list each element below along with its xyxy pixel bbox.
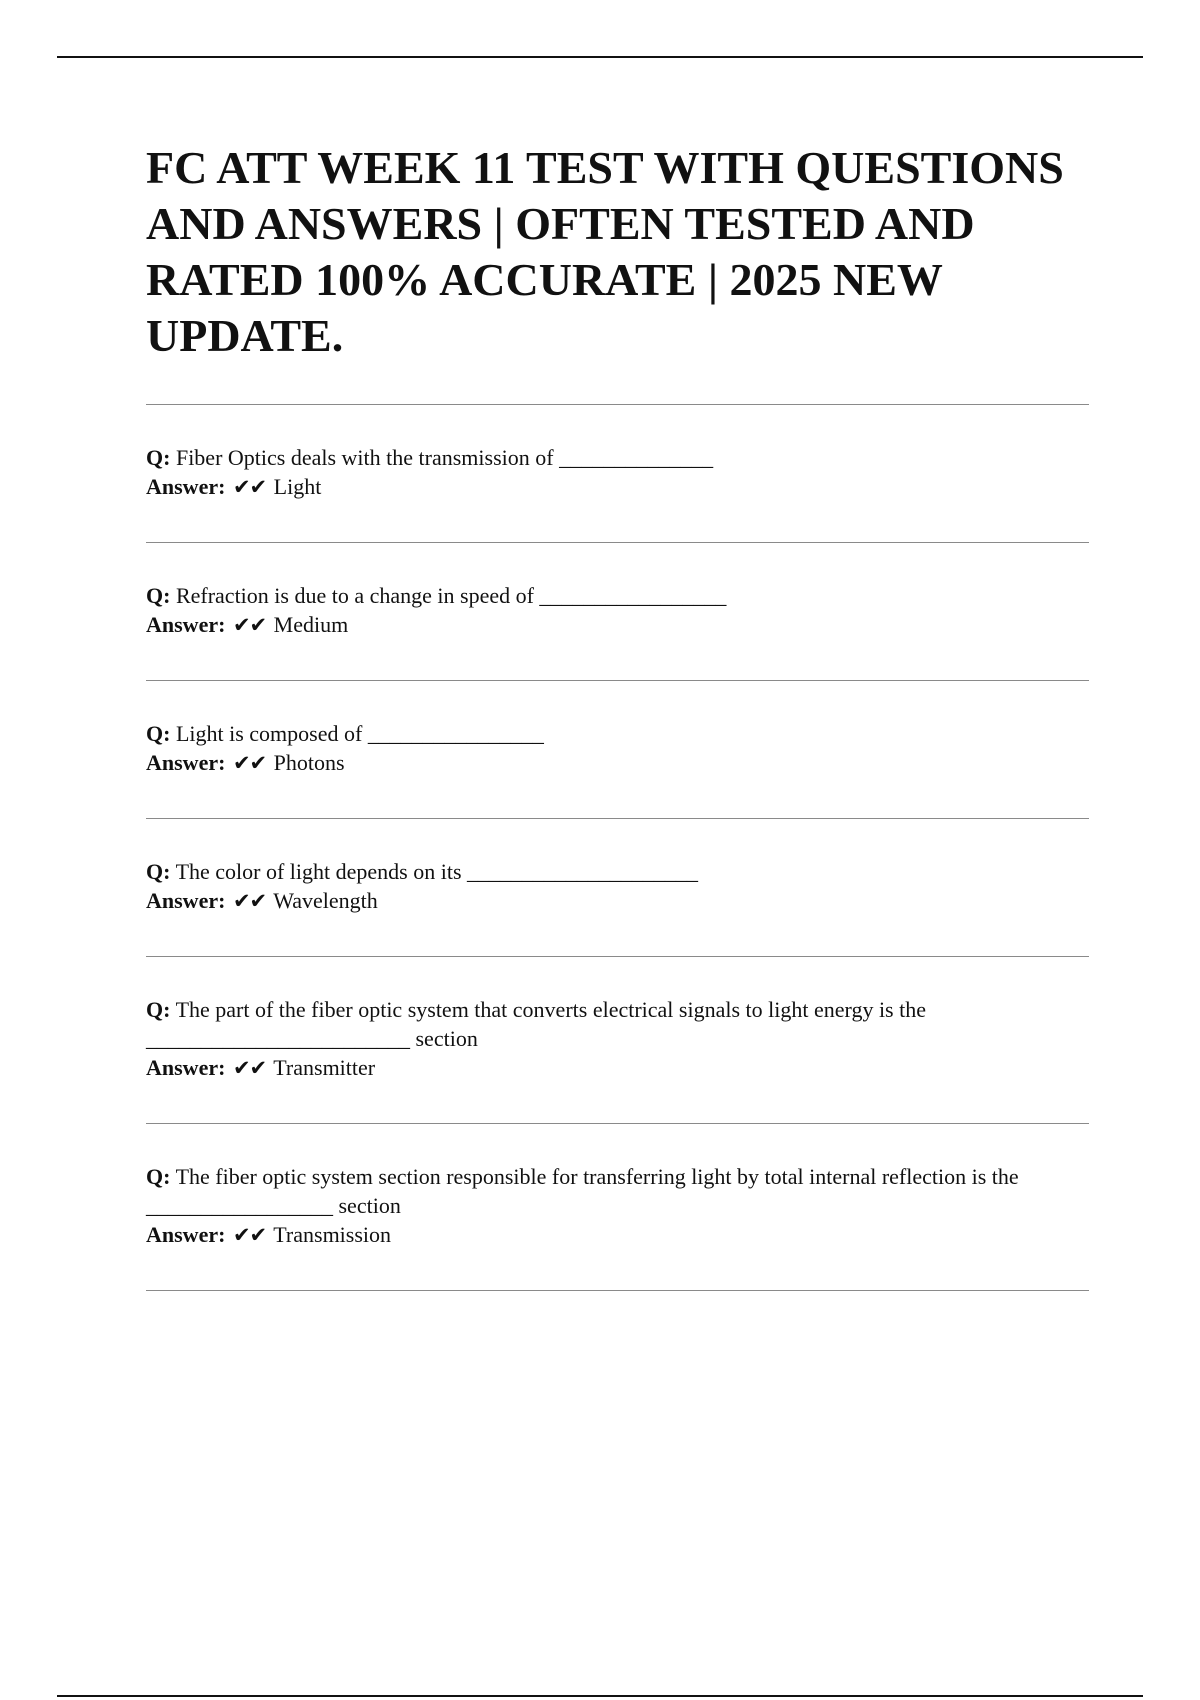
double-check-icon: ✔✔ [232, 751, 267, 775]
answer-text: Medium [273, 612, 349, 637]
answer-line [146, 1053, 1089, 1083]
answer-label: Answer: [146, 612, 226, 637]
qa-separator [146, 1290, 1089, 1291]
answer-text: Transmitter [273, 1055, 376, 1080]
question-text: The part of the fiber optic system that converts electrical signals to light energy is the ________________________ section [146, 997, 926, 1051]
double-check-icon: ✔✔ [232, 475, 267, 499]
question-line [146, 581, 1089, 610]
question-line [146, 1162, 1089, 1220]
answer-label: Answer: [146, 1222, 226, 1247]
answer-line [146, 748, 1089, 778]
question-text: Refraction is due to a change in speed of _________________ [175, 583, 727, 608]
double-check-icon: ✔✔ [232, 889, 267, 913]
question-line [146, 443, 1089, 472]
answer-line [146, 472, 1089, 502]
question-text: Fiber Optics deals with the transmission of ______________ [175, 445, 714, 470]
question-label: Q: [146, 583, 171, 608]
qa-item-2 [146, 543, 1089, 680]
qa-item-1 [146, 405, 1089, 542]
document-body [146, 140, 1089, 1291]
answer-label: Answer: [146, 750, 226, 775]
answer-text: Wavelength [273, 888, 378, 913]
question-label: Q: [146, 859, 171, 884]
qa-item-6 [146, 1124, 1089, 1290]
question-label: Q: [146, 445, 171, 470]
document-title: FC ATT WEEK 11 TEST WITH QUESTIONS AND ANSWERS | OFTEN TESTED AND RATED 100% ACCURATE | 2025 NEW UPDATE. [146, 142, 1064, 361]
question-label: Q: [146, 1164, 171, 1189]
double-check-icon: ✔✔ [232, 1223, 267, 1247]
page-top-rule [57, 56, 1143, 58]
answer-label: Answer: [146, 474, 226, 499]
question-text: Light is composed of ________________ [175, 721, 544, 746]
answer-text: Transmission [273, 1222, 392, 1247]
answer-line [146, 1220, 1089, 1250]
answer-line [146, 610, 1089, 640]
double-check-icon: ✔✔ [232, 1056, 267, 1080]
question-label: Q: [146, 997, 171, 1022]
question-line [146, 719, 1089, 748]
answer-label: Answer: [146, 1055, 226, 1080]
question-text: The fiber optic system section responsible for transferring light by total internal reflection is the _________________ section [146, 1164, 1019, 1218]
answer-label: Answer: [146, 888, 226, 913]
qa-item-5 [146, 957, 1089, 1123]
double-check-icon: ✔✔ [232, 613, 267, 637]
answer-line [146, 886, 1089, 916]
qa-item-4 [146, 819, 1089, 956]
answer-text: Photons [273, 750, 345, 775]
question-text: The color of light depends on its _____________________ [175, 859, 699, 884]
question-line [146, 857, 1089, 886]
question-line [146, 995, 1089, 1053]
page-bottom-rule [57, 1695, 1143, 1697]
question-label: Q: [146, 721, 171, 746]
qa-item-3 [146, 681, 1089, 818]
answer-text: Light [273, 474, 322, 499]
